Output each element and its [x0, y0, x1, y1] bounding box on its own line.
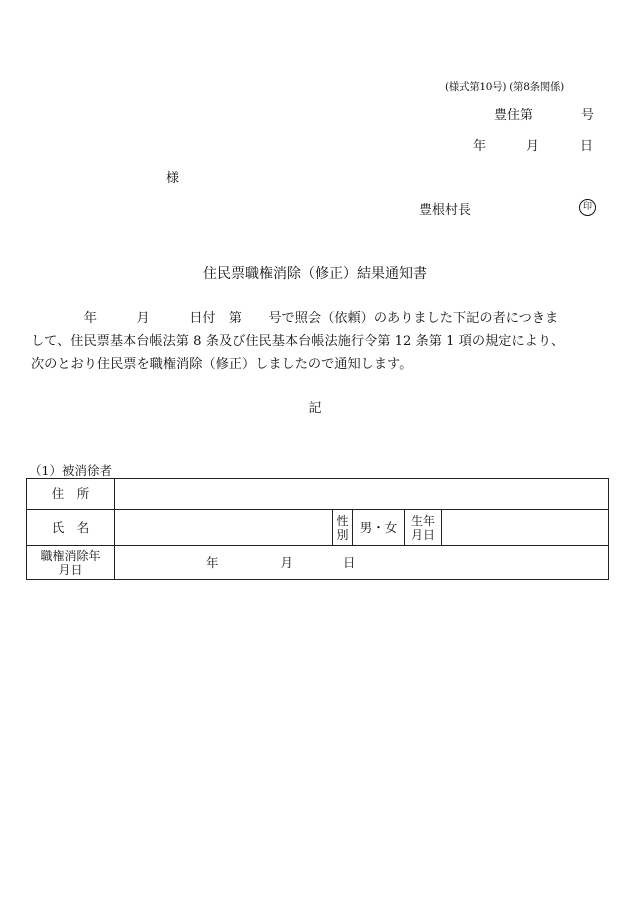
- address-label: 住 所: [27, 479, 115, 510]
- reference-number-suffix: 号: [581, 108, 595, 123]
- body-text-line-1: 年 月 日付 第 号で照会（依頼）のありました下記の者につきま: [31, 311, 559, 326]
- birth-date-label: 生年月日: [405, 510, 442, 546]
- name-label: 氏 名: [27, 510, 115, 546]
- issuer-name: 豊根村長: [419, 203, 472, 218]
- address-value-cell[interactable]: [115, 479, 609, 510]
- reference-number-label: 豊住第: [494, 108, 534, 123]
- birth-date-value-cell[interactable]: [442, 510, 609, 546]
- removal-date-label: 職権消除年月日: [27, 546, 115, 580]
- body-text-line-3: 次のとおり住民票を職権消除（修正）しましたので通知します。: [31, 357, 413, 372]
- form-number: (様式第10号) (第8条関係): [445, 81, 564, 93]
- removal-date-year: 年: [206, 554, 219, 570]
- issue-date-day: 日: [580, 139, 594, 154]
- removal-date-value-cell[interactable]: [115, 546, 609, 580]
- issue-date-year: 年: [473, 139, 487, 154]
- section-label: （1）被消徐者: [29, 463, 112, 478]
- addressee-suffix: 様: [166, 171, 180, 186]
- gender-label: 性別: [333, 510, 353, 546]
- body-text-line-2: して、住民票基本台帳法第 8 条及び住民基本台帳法施行令第 12 条第 1 項の規定により、: [31, 334, 565, 349]
- issue-date-month: 月: [526, 139, 540, 154]
- document-title: 住民票職権消除（修正）結果通知書: [203, 266, 427, 282]
- removal-date-row: [27, 546, 609, 580]
- gender-options[interactable]: 男・女: [353, 510, 405, 546]
- seal-mark: 印: [579, 199, 596, 216]
- address-row: [27, 479, 609, 510]
- name-value-cell[interactable]: [115, 510, 333, 546]
- removal-date-day: 日: [343, 554, 356, 570]
- removal-date-month: 月: [280, 554, 294, 570]
- ki-heading: 記: [308, 401, 322, 416]
- subject-info-table: [26, 478, 609, 580]
- name-row: [27, 510, 609, 546]
